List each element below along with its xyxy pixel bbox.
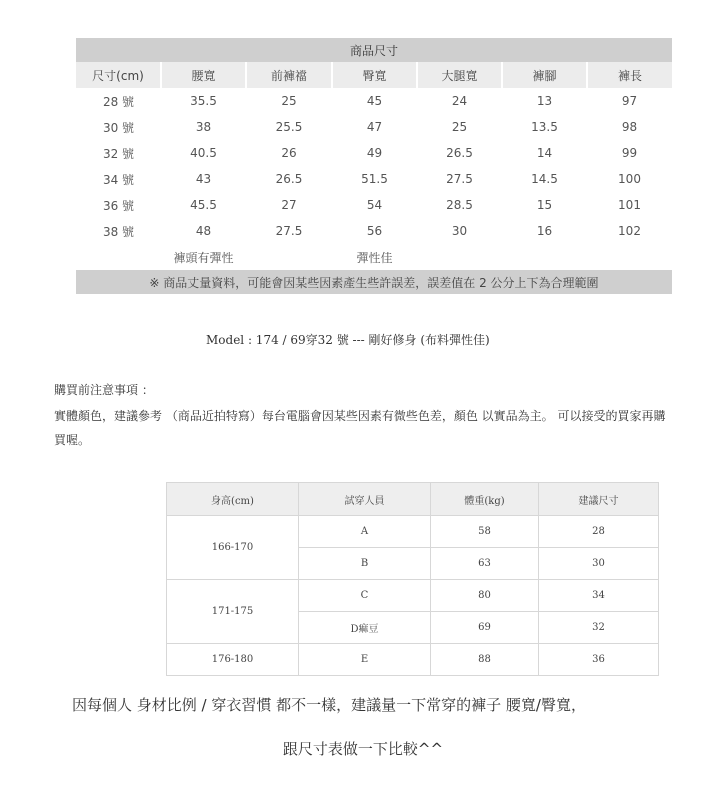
- value-cell: 25.5: [275, 120, 303, 134]
- value-cell: 48: [195, 224, 212, 238]
- value-cell: 26.5: [446, 146, 473, 160]
- size-cell: 36 號: [102, 198, 135, 213]
- header-cell: 尺寸(cm): [76, 62, 161, 88]
- waist-note: 褲頭有彈性: [173, 250, 234, 265]
- header-cell: 腰寬: [161, 62, 246, 88]
- suggested-size-cell: 34: [539, 580, 659, 612]
- height-range-cell: 166-170: [167, 516, 299, 580]
- value-cell: 40.5: [190, 146, 217, 160]
- size-cell: 32 號: [102, 146, 135, 161]
- value-cell: 26: [281, 146, 297, 160]
- sizing-advice-line-1: 因每個人 身材比例 / 穿衣習慣 都不一樣，建議量一下常穿的褲子 腰寬/臀寬，: [72, 696, 586, 714]
- size-cell: 28 號: [102, 94, 135, 109]
- value-cell: 47: [366, 120, 383, 134]
- header-cell: 大腿寬: [417, 62, 502, 88]
- value-cell: 54: [366, 198, 383, 212]
- value-cell: 100: [618, 172, 641, 186]
- value-cell: 98: [621, 120, 638, 134]
- header-cell: 試穿人員: [299, 483, 431, 516]
- sizing-advice-line-2: 跟尺寸表做一下比較^^: [282, 740, 444, 758]
- value-cell: 99: [621, 146, 638, 160]
- table-row: [76, 140, 672, 166]
- suggested-size-cell: 28: [539, 516, 659, 548]
- notice-body: 實體顏色，建議參考 （商品近拍特寫）每台電腦會因某些因素有微些色差，顏色 以實品為主。 可以接受的買家再購買喔。: [54, 409, 666, 447]
- fitting-table-header: [167, 483, 659, 516]
- suggested-size-cell: 30: [539, 548, 659, 580]
- size-cell: 30 號: [102, 120, 135, 135]
- measurement-disclaimer: ※ 商品丈量資料，可能會因某些因素產生些許誤差，誤差值在 2 公分上下為合理範圍: [76, 270, 672, 294]
- size-table-header: [76, 62, 672, 88]
- table-row: [76, 114, 672, 140]
- value-cell: 97: [621, 94, 638, 108]
- value-cell: 24: [451, 94, 468, 108]
- value-cell: 43: [195, 172, 212, 186]
- value-cell: 102: [618, 224, 641, 238]
- weight-cell: 63: [431, 548, 539, 580]
- value-cell: 49: [366, 146, 383, 160]
- value-cell: 14.5: [531, 172, 558, 186]
- value-cell: 25: [281, 94, 297, 108]
- header-cell: 褲長: [587, 62, 672, 88]
- tester-cell: E: [299, 644, 431, 676]
- table-row: [76, 218, 672, 244]
- suggested-size-cell: 32: [539, 612, 659, 644]
- table-row: [167, 644, 659, 676]
- weight-cell: 69: [431, 612, 539, 644]
- purchase-notice: [54, 380, 666, 452]
- header-cell: 體重(kg): [431, 483, 539, 516]
- hip-note: 彈性佳: [356, 250, 393, 265]
- value-cell: 51.5: [361, 172, 388, 186]
- table-row: [167, 516, 659, 548]
- model-info: Model : 174 / 69穿32 號 --- 剛好修身 (布料彈性佳): [206, 333, 490, 347]
- value-cell: 27: [281, 198, 297, 212]
- value-cell: 15: [536, 198, 553, 212]
- tester-cell: A: [299, 516, 431, 548]
- weight-cell: 80: [431, 580, 539, 612]
- value-cell: 45.5: [190, 198, 217, 212]
- elasticity-note-row: [76, 244, 672, 270]
- value-cell: 30: [451, 224, 468, 238]
- size-cell: 38 號: [102, 224, 135, 239]
- value-cell: 28.5: [446, 198, 473, 212]
- table-row: [76, 166, 672, 192]
- value-cell: 27.5: [446, 172, 473, 186]
- value-cell: 101: [618, 198, 641, 212]
- suggested-size-cell: 36: [539, 644, 659, 676]
- value-cell: 56: [366, 224, 383, 238]
- fitting-table: [166, 482, 659, 676]
- value-cell: 27.5: [275, 224, 303, 238]
- header-cell: 身高(cm): [167, 483, 299, 516]
- size-table-caption: 商品尺寸: [76, 38, 672, 62]
- size-table: [76, 38, 672, 294]
- header-cell: 建議尺寸: [539, 483, 659, 516]
- tester-cell: C: [299, 580, 431, 612]
- value-cell: 16: [536, 224, 553, 238]
- value-cell: 45: [366, 94, 383, 108]
- notice-title: 購買前注意事項 ：: [54, 383, 154, 397]
- size-cell: 34 號: [102, 172, 135, 187]
- value-cell: 13.5: [531, 120, 558, 134]
- value-cell: 14: [536, 146, 553, 160]
- table-row: [76, 192, 672, 218]
- value-cell: 35.5: [190, 94, 217, 108]
- header-cell: 褲腳: [502, 62, 587, 88]
- header-cell: 臀寬: [332, 62, 417, 88]
- value-cell: 25: [451, 120, 468, 134]
- value-cell: 13: [536, 94, 553, 108]
- table-row: [76, 88, 672, 114]
- tester-cell: D痲豆: [299, 612, 431, 644]
- height-range-cell: 176-180: [167, 644, 299, 676]
- header-cell: 前褲襠: [246, 62, 332, 88]
- height-range-cell: 171-175: [167, 580, 299, 644]
- weight-cell: 88: [431, 644, 539, 676]
- tester-cell: B: [299, 548, 431, 580]
- value-cell: 26.5: [275, 172, 303, 186]
- table-row: [167, 580, 659, 612]
- value-cell: 38: [195, 120, 212, 134]
- weight-cell: 58: [431, 516, 539, 548]
